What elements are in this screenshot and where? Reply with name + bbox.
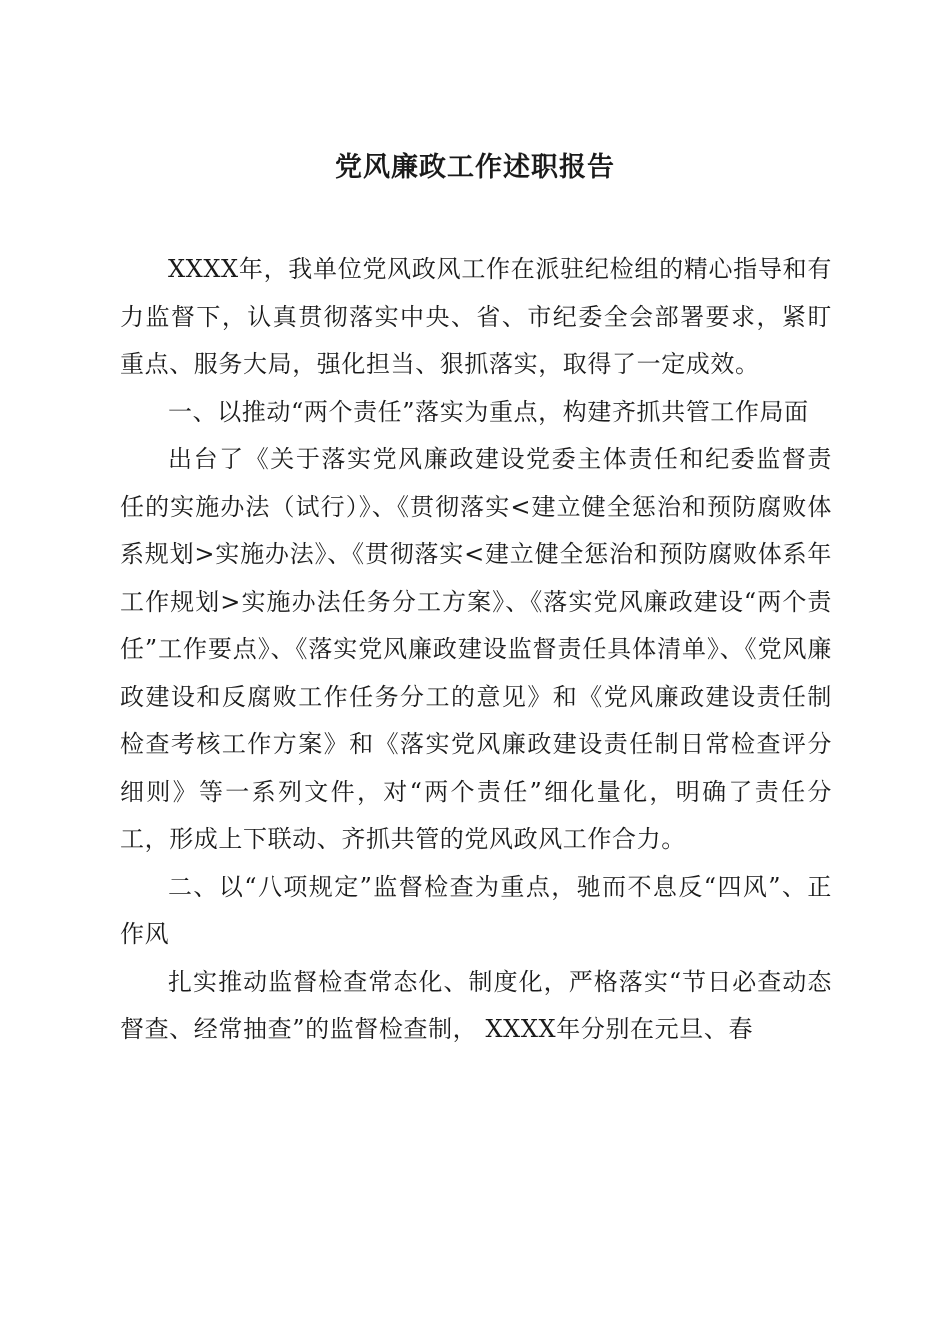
paragraph-section-1: 出台了《关于落实党风廉政建设党委主体责任和纪委监督责任的实施办法（试行）》、《贯彻落实<建立健全惩治和预防腐败体系规划>实施办法》、《贯彻落实<建立健全惩治和预防腐败体系年工作规划>实施办法任务分工方案》、《落实党风廉政建设“两个责任”工作要点》、《落实党风廉政建设监督责任具体清单》、《党风廉政建设和反腐败工作任务分工的意见》和《党风廉政建设责任制检查考核工作方案》和《落实党风廉政建设责任制日常检查评分细则》等一系列文件，对“两个责任”细化量化，明确了责任分工，形成上下联动、齐抓共管的党风政风工作合力。 bbox=[120, 445, 832, 853]
section-heading-1: 一、以推动“两个责任”落实为重点，构建齐抓共管工作局面 bbox=[168, 397, 809, 426]
paragraph-intro: XXXX年，我单位党风政风工作在派驻纪检组的精心指导和有力监督下，认真贯彻落实中央、省、市纪委全会部署要求，紧盯重点、服务大局，强化担当、狠抓落实，取得了一定成效。 bbox=[120, 255, 832, 378]
section-heading-2: 二、以“八项规定”监督检查为重点，驰而不息反“四风”、正作风 bbox=[120, 872, 832, 948]
paragraph-section-2: 扎实推动监督检查常态化、制度化，严格落实“节日必查动态督查、经常抽查”的监督检查制， XXXX年分别在元旦、春 bbox=[120, 967, 832, 1043]
document-body bbox=[120, 246, 832, 1054]
document-title: 党风廉政工作述职报告 bbox=[335, 152, 615, 183]
